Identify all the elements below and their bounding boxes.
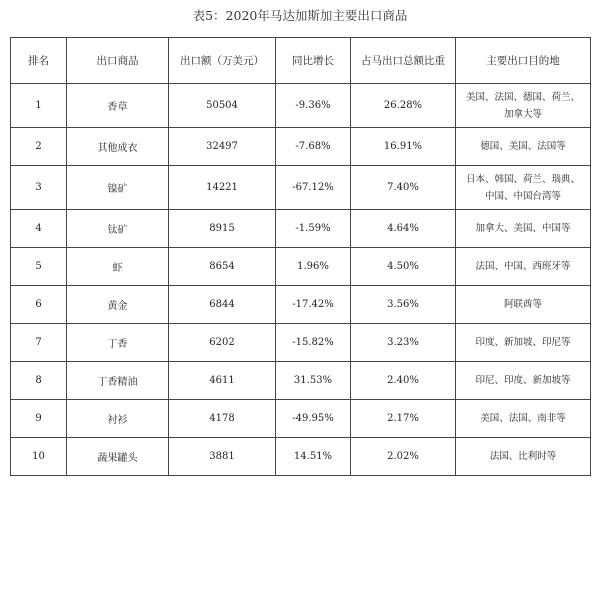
table-row	[11, 438, 591, 476]
growth-cell: -1.59%	[276, 210, 351, 248]
share-cell: 2.17%	[351, 400, 456, 438]
product-cell: 香草	[67, 84, 169, 128]
amount-cell: 8654	[169, 248, 276, 286]
table-row	[11, 84, 591, 128]
rank-cell: 6	[11, 286, 67, 324]
growth-cell: 31.53%	[276, 362, 351, 400]
header-amount: 出口额（万美元）	[169, 38, 276, 84]
header-share: 占马出口总额比重	[351, 38, 456, 84]
growth-cell: -7.68%	[276, 128, 351, 166]
growth-cell: -9.36%	[276, 84, 351, 128]
product-cell: 黄金	[67, 286, 169, 324]
rank-cell: 1	[11, 84, 67, 128]
table-caption: 表5：2020年马达加斯加主要出口商品	[192, 8, 408, 23]
table-row	[11, 324, 591, 362]
header-product: 出口商品	[67, 38, 169, 84]
header-growth: 同比增长	[276, 38, 351, 84]
table-row	[11, 286, 591, 324]
share-cell: 16.91%	[351, 128, 456, 166]
share-cell: 26.28%	[351, 84, 456, 128]
destinations-cell: 美国、法国、德国、荷兰、加拿大等	[456, 84, 591, 128]
amount-cell: 6844	[169, 286, 276, 324]
rank-cell: 9	[11, 400, 67, 438]
amount-cell: 3881	[169, 438, 276, 476]
rank-cell: 3	[11, 166, 67, 210]
table-row	[11, 128, 591, 166]
share-cell: 3.56%	[351, 286, 456, 324]
header-rank: 排名	[11, 38, 67, 84]
product-cell: 其他成衣	[67, 128, 169, 166]
amount-cell: 14221	[169, 166, 276, 210]
destinations-cell: 阿联酋等	[456, 286, 591, 324]
product-cell: 钛矿	[67, 210, 169, 248]
amount-cell: 32497	[169, 128, 276, 166]
product-cell: 丁香精油	[67, 362, 169, 400]
destinations-cell: 印尼、印度、新加坡等	[456, 362, 591, 400]
product-cell: 虾	[67, 248, 169, 286]
amount-cell: 6202	[169, 324, 276, 362]
product-cell: 衬衫	[67, 400, 169, 438]
rank-cell: 5	[11, 248, 67, 286]
amount-cell: 4611	[169, 362, 276, 400]
table-row	[11, 210, 591, 248]
rank-cell: 10	[11, 438, 67, 476]
destinations-cell: 日本、韩国、荷兰、瑞典、中国、中国台湾等	[456, 166, 591, 210]
header-row	[11, 38, 591, 84]
growth-cell: -67.12%	[276, 166, 351, 210]
destinations-cell: 德国、美国、法国等	[456, 128, 591, 166]
amount-cell: 50504	[169, 84, 276, 128]
share-cell: 4.50%	[351, 248, 456, 286]
table-row	[11, 400, 591, 438]
amount-cell: 4178	[169, 400, 276, 438]
table-row	[11, 248, 591, 286]
destinations-cell: 法国、中国、西班牙等	[456, 248, 591, 286]
growth-cell: -17.42%	[276, 286, 351, 324]
amount-cell: 8915	[169, 210, 276, 248]
growth-cell: 1.96%	[276, 248, 351, 286]
rank-cell: 2	[11, 128, 67, 166]
product-cell: 蔬果罐头	[67, 438, 169, 476]
destinations-cell: 印度、新加坡、印尼等	[456, 324, 591, 362]
share-cell: 2.40%	[351, 362, 456, 400]
growth-cell: -49.95%	[276, 400, 351, 438]
product-cell: 丁香	[67, 324, 169, 362]
table-row	[11, 166, 591, 210]
table-row	[11, 362, 591, 400]
growth-cell: 14.51%	[276, 438, 351, 476]
product-cell: 镍矿	[67, 166, 169, 210]
export-table	[10, 37, 591, 476]
destinations-cell: 美国、法国、南非等	[456, 400, 591, 438]
rank-cell: 4	[11, 210, 67, 248]
share-cell: 4.64%	[351, 210, 456, 248]
share-cell: 2.02%	[351, 438, 456, 476]
share-cell: 3.23%	[351, 324, 456, 362]
destinations-cell: 法国、比利时等	[456, 438, 591, 476]
rank-cell: 7	[11, 324, 67, 362]
header-destinations: 主要出口目的地	[456, 38, 591, 84]
rank-cell: 8	[11, 362, 67, 400]
share-cell: 7.40%	[351, 166, 456, 210]
growth-cell: -15.82%	[276, 324, 351, 362]
destinations-cell: 加拿大、美国、中国等	[456, 210, 591, 248]
